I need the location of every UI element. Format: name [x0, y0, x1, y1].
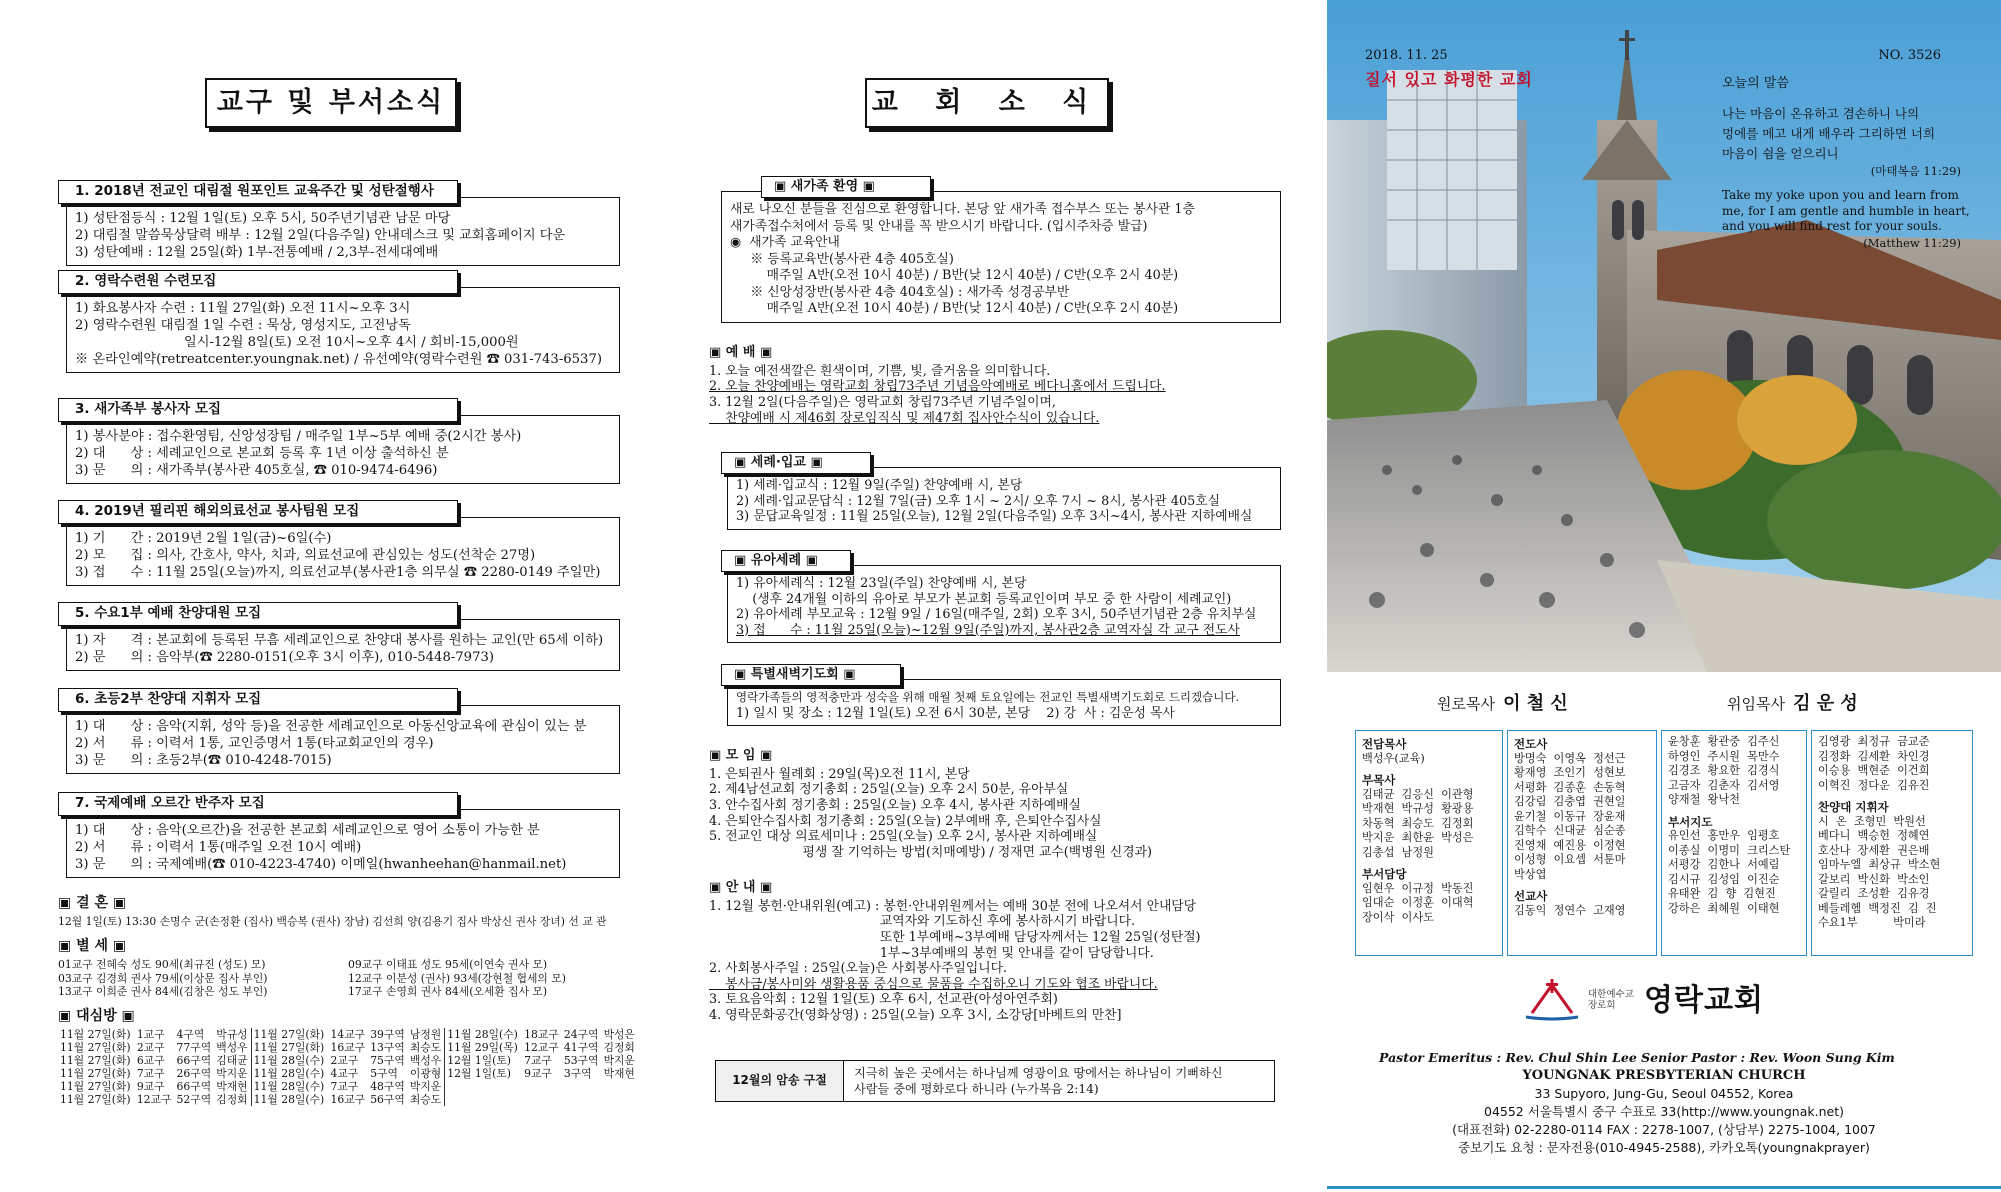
text-line: 3) 접 수 : 11월 25일(오늘)~12월 9일(주일)까지, 봉사관2층 교역자실 각 교구 전도사 [736, 622, 1240, 638]
text-line: 2. 오늘 찬양예배는 영락교회 창립73주년 기념음악예배로 베다니홀에서 드립니다. [709, 379, 1166, 395]
infant-body [727, 565, 1281, 643]
left-section-line: 1) 대 상 : 음악(지휘, 성악 등)을 전공한 세례교인으로 아동신앙교육에 관심이 있는 분 [75, 719, 587, 734]
staff-group-label: 전담목사 [1362, 737, 1407, 751]
staff-row: 임대순 이정훈 이대혁 [1362, 896, 1474, 909]
text-line: 5. 전교인 대상 의료세미나 : 25일(오늘) 오후 2시, 봉사관 지하예배실 [709, 829, 1098, 845]
staff-row: 김학수 신대균 심순종 [1514, 824, 1626, 837]
visit-cell: 11월 28일(수) [251, 1054, 328, 1067]
visit-cell: 김정회 [603, 1041, 635, 1055]
visit-cell: 26구역 [176, 1067, 212, 1081]
left-section-line: 2) 대림절 말씀묵상달력 배부 : 12월 2일(다음주일) 안내데스크 및 교회홈페이지 다운 [75, 228, 566, 243]
middle-page [665, 0, 1327, 1192]
left-section-2 [58, 270, 620, 373]
staff-row: 장이삭 이사도 [1362, 910, 1434, 924]
left-section-6 [58, 688, 620, 774]
pastor-emeritus-name: 이 철 신 [1503, 693, 1568, 714]
text-line: 마음이 쉼을 얻으리니 [1722, 146, 1839, 161]
staff-row: 차동혁 최승도 김정회 [1362, 816, 1474, 830]
visit-cell: 김태균 [216, 1054, 248, 1068]
death-list [58, 958, 638, 999]
visit-cell: 9교구 [524, 1067, 552, 1081]
text-line: 1. 12월 봉헌·안내위원(예고) : 봉헌·안내위원께서는 예배 30분 전에 나오셔서 안내담당 [709, 898, 1197, 914]
staff-row: 백성우(교육) [1362, 751, 1425, 765]
death-entry: 01교구 전혜숙 성도 90세(최규진 (성도) 모) [58, 958, 266, 972]
visit-cell: 16교구 [330, 1041, 366, 1055]
visit-cell: 12교구 [136, 1093, 172, 1107]
staff-row: 윤기철 이동규 장윤재 [1514, 809, 1626, 823]
left-section-line: 2) 서 류 : 이력서 1통, 교인증명서 1통(타교회교인의 경우) [75, 736, 434, 751]
text-line: 새가족접수처에서 등록 및 안내를 꼭 받으시기 바랍니다. (입시주차증 발급) [730, 218, 1148, 234]
text-line: 지극히 높은 곳에서는 하나님께 영광이요 땅에서는 하나님이 기뻐하신 [854, 1066, 1223, 1080]
left-section-title: 1. 2018년 전교인 대림절 원포인트 교육주간 및 성탄절행사 [58, 180, 458, 204]
staff-row: 서평화 김종훈 손동혁 [1514, 780, 1626, 794]
staff-row: 진영채 예진용 이정현 [1514, 838, 1626, 852]
text-line: and you will find rest for your souls. [1722, 219, 1942, 233]
visit-cell: 14교구 [330, 1028, 366, 1042]
word-label: 오늘의 말씀 [1722, 76, 1789, 91]
text-line: 매주일 A반(오전 10시 40분) / B반(낮 12시 40분) / C반(오후 2시 40분) [730, 268, 1179, 283]
left-section-line: 1) 자 격 : 본교회에 등록된 무흠 세례교인으로 찬양대 봉사를 원하는 교인(만 65세 이하) [75, 633, 604, 648]
staff-row: 김총섭 남정원 [1362, 845, 1434, 859]
text-line: 매주일 A반(오전 10시 40분) / B반(낮 12시 40분) / C반(오후 2시 40분) [730, 301, 1179, 316]
staff-row: 김정화 김세환 차인경 [1818, 749, 1930, 763]
left-section-line: 1) 봉사분야 : 접수환영팀, 신앙성장팀 / 매주일 1부~5부 예배 중(2시간 봉사) [75, 429, 522, 444]
word-english [1722, 188, 1970, 235]
text-line: 2) 세례·입교문답식 : 12월 7일(금) 오후 1시 ~ 2시/ 오후 7시 ~ 8시, 봉사관 405호실 [736, 493, 1221, 509]
visit-cell: 24구역 [563, 1028, 599, 1042]
staff-row: 유태완 김 향 김현진 [1668, 887, 1776, 900]
pastor-emeritus-label: 원로목사 [1437, 695, 1495, 713]
left-section-line: 1) 대 상 : 음악(오르간)을 전공한 본교회 세례교인으로 영어 소통이 가능한 분 [75, 823, 540, 838]
visit-cell: 11월 27일(화) [60, 1028, 131, 1042]
staff-row: 김동익 정연수 고재영 [1514, 903, 1626, 917]
left-page [0, 0, 665, 1192]
left-section-title: 2. 영락수련원 수련모집 [58, 270, 458, 294]
staff-row: 고금자 김춘자 김서영 [1668, 778, 1780, 792]
visit-cell [445, 1093, 522, 1106]
staff-row: 황재영 조인기 성현보 [1514, 766, 1626, 779]
visit-cell: 11월 27일(화) [60, 1041, 131, 1055]
staff-group-label: 전도사 [1514, 737, 1548, 751]
left-section-body [66, 517, 620, 586]
text-line: 또한 1부예배~3부예배 담당자께서는 12월 25일(성탄절) [709, 930, 1201, 946]
death-entry: 13교구 이희준 권사 84세(김창은 성도 부인) [58, 985, 268, 999]
new-family-section [721, 176, 1281, 323]
text-line: 새로 나오신 분들을 진심으로 환영합니다. 본당 앞 새가족 접수부스 또는 봉사관 1층 [730, 202, 1195, 217]
church-name-en: YOUNGNAK PRESBYTERIAN CHURCH [1522, 1068, 1806, 1083]
baptism-body [727, 467, 1281, 530]
visit-cell: 52구역 [176, 1093, 212, 1107]
staff-group-label: 부서담당 [1362, 867, 1407, 881]
left-section-body [66, 619, 620, 671]
infant-section [721, 550, 1281, 643]
staff-gap [1362, 766, 1496, 771]
left-section-line: 2) 문 의 : 음악부(☎ 2280-0151(오후 3시 이후), 010-5448-7973) [75, 650, 494, 665]
visit-row [58, 1028, 638, 1041]
visit-cell: 김정회 [216, 1093, 248, 1107]
text-line: 2) 유아세례 부모교육 : 12월 9일 / 16일(매주일, 2회) 오후 3시, 50주년기념관 2층 유치부실 [736, 607, 1257, 623]
left-section-line: 1) 기 간 : 2019년 2월 1일(금)~6일(수) [75, 531, 332, 546]
visit-cell: 7교구 [524, 1054, 552, 1068]
text-line: 4. 영락문화공간(영화상영) : 25일(오늘) 오후 3시, 소강당[바베트의 만찬] [709, 1008, 1122, 1024]
guide-body [709, 899, 1299, 1024]
left-section-line: 2) 영락수련원 대림절 1일 수련 : 묵상, 영성지도, 고전낭독 [75, 318, 411, 333]
staff-row: 시 온 조형민 박원선 [1818, 814, 1926, 828]
visit-row [58, 1054, 638, 1067]
bottom-rule [1327, 1186, 2001, 1189]
visit-cell: 11월 27일(화) [251, 1028, 328, 1041]
left-section-4 [58, 500, 620, 586]
visit-cell: 12월 1일(토) [445, 1054, 522, 1067]
staff-row: 이성형 이요셉 서툰마 [1514, 853, 1626, 866]
staff-row: 수요1부 박미라 [1818, 916, 1926, 929]
visit-cell: 11월 28일(수) [251, 1080, 328, 1093]
visit-cell [522, 1080, 562, 1093]
wedding-title: ▣ 결 혼 ▣ [58, 895, 127, 911]
visit-cell: 이광형 [409, 1067, 442, 1081]
left-section-line: 3) 문 의 : 초등2부(☎ 010-4248-7015) [75, 753, 332, 768]
staff-row: 베들레헴 백정진 김 진 [1818, 901, 1937, 915]
visit-cell: 박재현 [603, 1067, 635, 1081]
text-line: 봉사금/봉사미와 생활용품 중심으로 물품을 수집하오니 기도와 협조 바랍니다. [709, 976, 1158, 992]
visit-cell: 11월 27일(화) [60, 1067, 131, 1081]
visit-row [58, 1093, 638, 1106]
staff-gap [1668, 808, 1800, 813]
text-line: 영락가족들의 영적충만과 성숙을 위해 매월 첫째 토요일에는 전교인 특별새벽기도회로 드리겠습니다. [736, 690, 1240, 704]
verse-text [844, 1061, 1233, 1101]
visit-cell: 41구역 [563, 1041, 599, 1055]
visit-table [58, 1028, 638, 1106]
church-denomination: 대한예수교 장로회 [1588, 989, 1634, 1011]
text-line: 3. 안수집사회 정기총회 : 25일(오늘) 오후 4시, 봉사관 지하예배실 [709, 798, 1081, 814]
staff-column-1 [1355, 730, 1503, 956]
staff-row: 김경조 황요한 김경식 [1668, 764, 1780, 777]
visit-cell: 3구역 [563, 1067, 592, 1081]
visit-cell: 백성우 [216, 1041, 248, 1055]
visit-cell: 11월 27일(화) [251, 1041, 328, 1054]
staff-row: 박상엽 [1514, 867, 1547, 881]
visit-cell: 13구역 [370, 1041, 405, 1055]
visit-cell: 11월 28일(수) [445, 1028, 522, 1041]
left-section-line: 3) 접 수 : 11월 25일(오늘)까지, 의료선교부(봉사관1층 의무실 ☎ 2280-0149 주일만) [75, 565, 601, 580]
left-section-line: 3) 문 의 : 국제예배(☎ 010-4223-4740) 이메일(hwanheehan@hanmail.net) [75, 857, 567, 872]
church-name: 영락교회 [1644, 982, 1764, 1018]
staff-column-3 [1661, 730, 1807, 956]
death-entry: 17교구 손영희 권사 84세(오세환 집사 모) [348, 985, 548, 999]
visit-cell: 11월 29일(목) [445, 1041, 522, 1054]
left-page-title: 교구 및 부서소식 [205, 78, 457, 128]
staff-row: 유인선 홍만우 임평호 [1668, 829, 1780, 842]
senior-pastor-label: 위임목사 [1727, 695, 1785, 713]
senior-pastor-name: 김 운 성 [1793, 693, 1858, 714]
left-section-line: 일시-12월 8일(토) 오전 10시~오후 4시 / 회비-15,000원 [75, 335, 519, 350]
visit-cell [445, 1080, 522, 1093]
left-section-title: 5. 수요1부 예배 찬양대원 모집 [58, 602, 458, 626]
text-line: 1부~3부예배의 봉헌 및 안내를 같이 담당합니다. [709, 945, 1154, 961]
visit-cell: 53구역 [563, 1054, 599, 1068]
visit-cell: 박지운 [216, 1067, 248, 1081]
address-en: 33 Supyoro, Jung-Gu, Seoul 04552, Korea [1534, 1086, 1794, 1101]
visit-cell: 박지운 [409, 1080, 442, 1094]
visit-cell: 11월 28일(수) [251, 1093, 328, 1106]
text-line: 3) 문답교육일정 : 11월 25일(오늘), 12월 2일(다음주일) 오후 3시~4시, 봉사관 지하예배실 [736, 509, 1253, 525]
staff-group-label: 부서지도 [1668, 814, 1713, 829]
visit-cell: 56구역 [370, 1093, 405, 1107]
visit-cell: 9교구 [136, 1080, 165, 1094]
visit-cell: 11월 28일(수) [251, 1067, 328, 1080]
staff-row: 김태균 김응신 이관형 [1362, 787, 1474, 801]
text-line: 교역자와 기도하신 후에 봉사하시기 바랍니다. [709, 914, 1136, 930]
verse-box [715, 1060, 1275, 1102]
phone-info: (대표전화) 02-2280-0114 FAX : 2278-1007, (상담부) 2275-1004, 1007 [1452, 1122, 1876, 1137]
visit-cell: 77구역 [176, 1041, 212, 1055]
staff-row: 호산나 장세환 권은배 [1818, 843, 1930, 857]
visit-cell [602, 1093, 638, 1106]
text-line: 2. 제4남선교회 정기총회 : 25일(오늘) 오후 2시 50분, 유아부실 [709, 782, 1069, 798]
text-line: 1. 오늘 예전색깔은 흰색이며, 기쁨, 빛, 즐거움을 의미합니다. [709, 363, 1051, 379]
staff-row: 박지운 최한윤 박성은 [1362, 831, 1474, 844]
worship-body [709, 364, 1299, 426]
visit-title: ▣ 대심방 ▣ [58, 1007, 135, 1024]
left-section-body [66, 415, 620, 484]
church-logo-icon [1522, 977, 1582, 1023]
left-section-line: 3) 성탄예배 : 12월 25일(화) 1부-전통예배 / 2,3부-전세대예배 [75, 245, 439, 260]
death-row [58, 985, 638, 999]
left-section-title: 6. 초등2부 찬양대 지휘자 모집 [58, 688, 458, 712]
text-line: 3. 토요음악회 : 12월 1일(토) 오후 6시, 선교관(아성아연주회) [709, 992, 1058, 1008]
text-line: ※ 신앙성장반(봉사관 4층 404호실) : 새가족 성경공부반 [730, 284, 1070, 300]
left-section-line: 2) 서 류 : 이력서 1통(매주일 오전 10시 예배) [75, 840, 362, 855]
staff-row: 이종실 이명미 크리스탄 [1668, 843, 1791, 857]
text-line: 3. 12월 2일(다음주일)은 영락교회 창립73주년 기념주일이며, [709, 395, 1056, 411]
baptism-title: ▣ 세례·입교 ▣ [721, 452, 871, 474]
staff-row: 갈보리 박신화 박소인 [1818, 872, 1930, 886]
pastor-emeritus [1437, 692, 1568, 715]
staff-row: 이승용 백현준 이건희 [1818, 764, 1930, 777]
visit-row [58, 1041, 638, 1054]
word-korean [1722, 104, 1935, 164]
visit-cell [602, 1080, 638, 1093]
visit-cell: 11월 27일(화) [60, 1093, 131, 1107]
left-section-3 [58, 398, 620, 484]
senior-pastor [1727, 692, 1858, 715]
visit-cell: 박재현 [216, 1080, 248, 1094]
prayer-request: 중보기도 요청 : 문자전용(010-4945-2588), 카카오톡(youngnakprayer) [1458, 1140, 1870, 1155]
dawn-section [721, 664, 1281, 726]
visit-cell: 12교구 [524, 1041, 559, 1055]
middle-page-title: 교 회 소 식 [865, 78, 1109, 128]
text-line: Take my yoke upon you and learn from [1722, 188, 1959, 202]
wedding-text: 12월 1일(토) 13:30 손명수 군(손정환 (집사) 백승복 (권사) 장남) 김선희 양(김용기 집사 박상신 권사 장녀) 선 교 관 [58, 915, 607, 929]
left-bottom [58, 890, 638, 1106]
address-ko: 04552 서울특별시 중구 수표로 33(http://www.youngnak.net) [1484, 1104, 1844, 1119]
verse-label: 12월의 암송 구절 [716, 1061, 844, 1101]
issue-number: NO. 3526 [1878, 48, 1941, 63]
text-line: 1) 유아세례식 : 12월 23일(주일) 찬양예배 시, 본당 [736, 576, 1027, 591]
visit-cell: 7교구 [136, 1067, 165, 1081]
visit-cell: 18교구 [524, 1028, 559, 1042]
death-row [58, 972, 638, 986]
visit-cell: 48구역 [370, 1080, 405, 1094]
visit-cell: 66구역 [176, 1054, 212, 1068]
visit-cell: 11월 27일(화) [60, 1080, 131, 1094]
staff-group-label: 선교사 [1514, 889, 1548, 903]
left-section-line: 1) 화요봉사자 수련 : 11월 27일(화) 오전 11시~오후 3시 [75, 301, 411, 316]
staff-row: 박재현 박규성 황광용 [1362, 802, 1474, 815]
left-section-1 [58, 180, 620, 266]
text-line: ※ 등록교육반(봉사관 4층 405호실) [730, 251, 954, 267]
dawn-title: ▣ 특별새벽기도회 ▣ [721, 664, 901, 686]
text-line: 사람들 중에 평화로다 하니라 (누가복음 2:14) [854, 1082, 1099, 1096]
visit-row [58, 1080, 638, 1093]
staff-row: 베다니 백승헌 정혜연 [1818, 829, 1930, 842]
issue-date: 2018. 11. 25 [1365, 48, 1448, 63]
staff-group-label: 찬양대 지휘자 [1818, 800, 1889, 814]
staff-row: 윤창훈 황관중 김주신 [1668, 735, 1780, 748]
church-motto: 질서 있고 화평한 교회 [1365, 70, 1533, 89]
left-section-body [66, 809, 620, 878]
death-row [58, 958, 638, 972]
left-section-line: 2) 모 집 : 의사, 간호사, 약사, 치과, 의료선교에 관심있는 성도(선착순 27명) [75, 548, 536, 563]
left-section-body [66, 287, 620, 373]
new-family-body [721, 191, 1281, 323]
visit-cell: 75구역 [370, 1054, 405, 1068]
left-section-body [66, 705, 620, 774]
death-entry: 12교구 이분성 (권사) 93세(강현철 협세의 모) [348, 971, 566, 985]
text-line: ◉ 새가족 교육안내 [730, 235, 840, 250]
left-section-body [66, 197, 620, 266]
meeting-section [709, 748, 1299, 860]
death-entry: 03교구 김경희 권사 79세(이상문 집사 부인) [58, 971, 268, 985]
staff-row: 하영인 주시원 목만수 [1668, 749, 1780, 763]
staff-row: 김영광 최정규 금교준 [1818, 735, 1930, 748]
text-line: 4. 은퇴안수집사회 정기총회 : 25일(오늘) 2부예배 후, 은퇴안수집사실 [709, 813, 1102, 829]
left-section-title: 4. 2019년 필리핀 해외의료선교 봉사팀원 모집 [58, 500, 458, 524]
left-section-line: 3) 문 의 : 새가족부(봉사관 405호실, ☎ 010-9474-6496) [75, 463, 438, 478]
guide-section [709, 880, 1299, 1024]
left-section-7 [58, 792, 620, 878]
text-line: 1) 세례·입교식 : 12월 9일(주일) 찬양예배 시, 본당 [736, 478, 1023, 493]
staff-row: 양재철 왕낙천 [1668, 793, 1740, 806]
visit-cell: 66구역 [176, 1080, 212, 1094]
staff-row: 방명숙 이영옥 정선근 [1514, 751, 1626, 765]
visit-cell: 최승도 [409, 1041, 442, 1055]
staff-gap [1818, 793, 1966, 798]
text-line: (생후 24개월 이하의 유아로 부모가 본교회 등록교인이며 부모 중 한 사람이 세례교인) [736, 591, 1232, 607]
visit-row [58, 1067, 638, 1080]
staff-column-4 [1811, 730, 1973, 956]
visit-cell: 4구역 [176, 1028, 205, 1042]
staff-row: 김시규 김성임 이진순 [1668, 872, 1780, 886]
text-line: 찬양예배 시 제46회 장로임직식 및 제47회 집사안수식이 있습니다. [709, 410, 1100, 426]
new-family-title: ▣ 새가족 환영 ▣ [761, 176, 931, 198]
left-section-title: 7. 국제예배 오르간 반주자 모집 [58, 792, 458, 816]
visit-cell: 16교구 [330, 1093, 366, 1107]
staff-row: 임현우 이규정 박동진 [1362, 881, 1474, 895]
left-section-line: 1) 성탄점등식 : 12월 1일(토) 오후 5시, 50주년기념관 남문 마당 [75, 211, 451, 226]
staff-gap [1362, 860, 1496, 865]
visit-cell: 7교구 [330, 1080, 359, 1094]
text-line: 평생 잘 기억하는 방법(치매예방) / 정재면 교수(백병원 신경과) [709, 844, 1152, 860]
right-lower [1327, 672, 2001, 1192]
meeting-body [709, 767, 1299, 861]
text-line: me, for I am gentle and humble in heart, [1722, 203, 1970, 218]
guide-title: ▣ 안 내 ▣ [709, 880, 773, 895]
staff-row: 갈릴리 조성환 김유경 [1818, 887, 1930, 900]
church-photo [1327, 0, 2001, 672]
staff-column-2 [1507, 730, 1657, 956]
visit-cell: 6교구 [136, 1054, 165, 1068]
death-entry: 09교구 이태표 성도 95세(이연숙 권사 모) [348, 958, 548, 972]
church-photo-illustration [1327, 0, 2001, 672]
left-section-5 [58, 602, 620, 671]
staff-row: 강하은 최혜원 이태현 [1668, 901, 1780, 915]
left-section-line: ※ 온라인예약(retreatcenter.youngnak.net) / 유선예약(영락수련원 ☎ 031-743-6537) [75, 352, 602, 367]
visit-cell: 박규성 [216, 1028, 248, 1042]
visit-cell: 박성은 [603, 1028, 635, 1042]
dawn-body [727, 679, 1281, 726]
visit-cell: 2교구 [330, 1054, 359, 1068]
visit-cell: 5구역 [370, 1067, 398, 1081]
word-english-ref: (Matthew 11:29) [1863, 236, 1961, 250]
infant-title: ▣ 유아세례 ▣ [721, 550, 851, 572]
visit-cell [522, 1093, 562, 1106]
staff-row: 김강림 김충엽 권현일 [1514, 795, 1626, 808]
text-line: 나는 마음이 온유하고 겸손하니 나의 [1722, 106, 1920, 121]
visit-cell: 남정원 [409, 1028, 442, 1042]
text-line: 1. 은퇴권사 월례회 : 29일(목)오전 11시, 본당 [709, 766, 970, 782]
visit-cell: 39구역 [370, 1028, 405, 1042]
death-title: ▣ 별 세 ▣ [58, 938, 127, 955]
left-section-line: 2) 대 상 : 세례교인으로 본교회 등록 후 1년 이상 출석하신 분 [75, 446, 449, 461]
text-line: 2. 사회봉사주일 : 25일(오늘)은 사회봉사주일입니다. [709, 961, 1008, 977]
left-section-title: 3. 새가족부 봉사자 모집 [58, 398, 458, 422]
visit-cell: 1교구 [136, 1028, 165, 1042]
meeting-title: ▣ 모 임 ▣ [709, 748, 773, 763]
worship-title: ▣ 예 배 ▣ [709, 345, 773, 360]
word-korean-ref: (마태복음 11:29) [1870, 164, 1961, 178]
text-line: 1) 일시 및 장소 : 12월 1일(토) 오전 6시 30분, 본당 2) 강 사 : 김운성 목사 [736, 705, 1175, 721]
text-line: 멍에를 메고 내게 배우라 그리하면 너희 [1722, 126, 1936, 141]
visit-cell: 11월 27일(화) [60, 1054, 131, 1068]
visit-cell: 백성우 [409, 1054, 442, 1068]
visit-cell: 2교구 [136, 1041, 165, 1055]
visit-cell: 12월 1일(토) [445, 1067, 522, 1080]
visit-cell [562, 1093, 602, 1106]
worship-section [709, 345, 1299, 426]
staff-row: 이혁진 정다운 김유진 [1818, 778, 1930, 792]
visit-cell: 최승도 [409, 1093, 442, 1107]
staff-group-label: 부목사 [1362, 773, 1396, 787]
baptism-section [721, 452, 1281, 530]
church-logo [1522, 977, 1764, 1023]
staff-row: 임마누엘 최상규 박소현 [1818, 858, 1941, 871]
visit-cell: 박지운 [603, 1054, 635, 1068]
pastor-line-en: Pastor Emeritus : Rev. Chul Shin Lee Senior Pastor : Rev. Woon Sung Kim [1379, 1050, 1895, 1065]
staff-gap [1514, 882, 1650, 887]
visit-cell: 4교구 [330, 1067, 359, 1081]
visit-cell [562, 1080, 602, 1093]
staff-row: 서평강 김한나 서예림 [1668, 858, 1780, 871]
